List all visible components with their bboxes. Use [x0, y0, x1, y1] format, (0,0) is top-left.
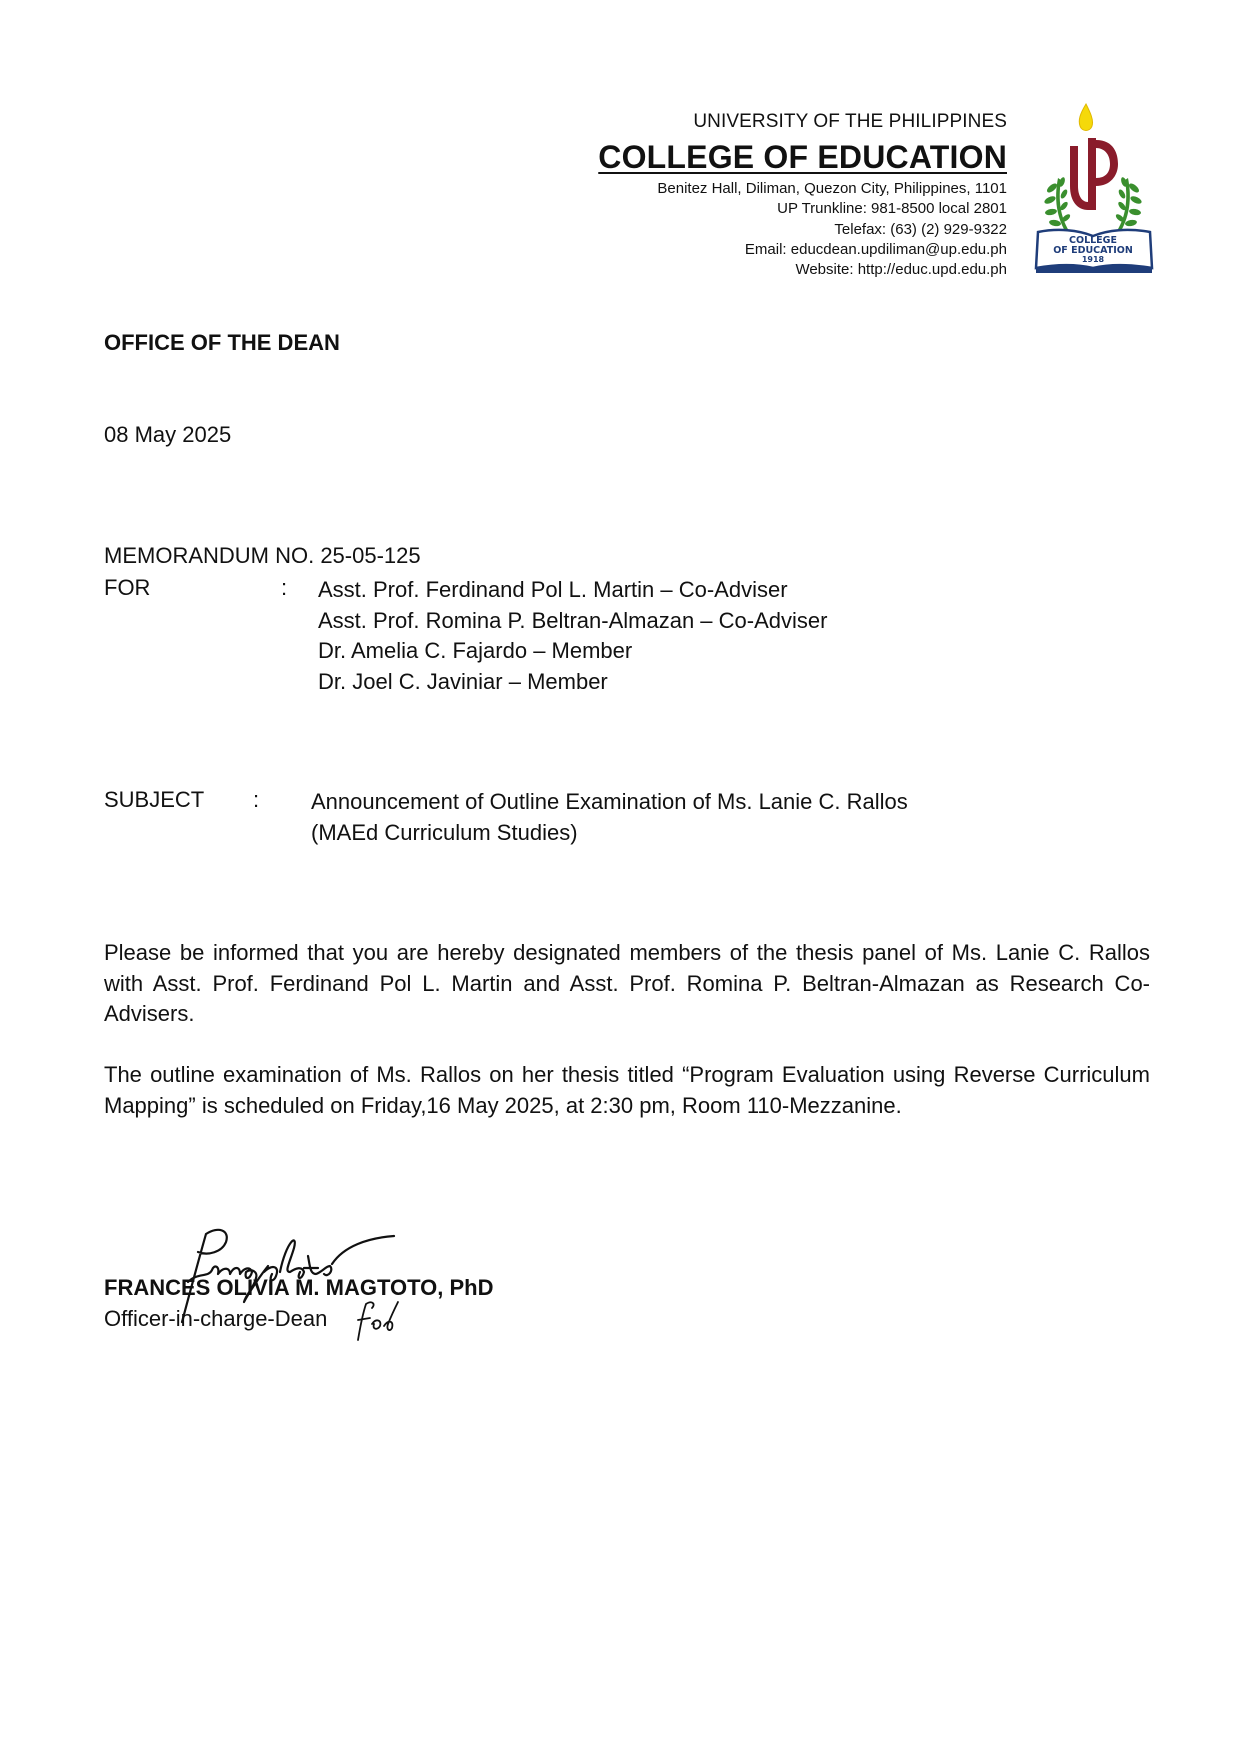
telefax-line: Telefax: (63) (2) 929-9322 [834, 220, 1007, 238]
university-name: UNIVERSITY OF THE PHILIPPINES [693, 111, 1007, 132]
subject-text [311, 787, 908, 848]
website-line: Website: http://educ.upd.edu.ph [795, 261, 1007, 279]
for-label: FOR [104, 575, 151, 600]
subject-label: SUBJECT [104, 787, 205, 812]
office-heading: OFFICE OF THE DEAN [104, 330, 340, 355]
recipient-item: Dr. Amelia C. Fajardo – Member [318, 638, 633, 663]
address-line: Benitez Hall, Diliman, Quezon City, Philippines, 1101 [657, 180, 1007, 197]
body-paragraph: The outline examination of Ms. Rallos on her thesis titled “Program Evaluation using Reverse Curriculum Mapping” is scheduled on Friday,16 May 2025, at 2:30 pm, Room 110-Mezzanine. [104, 1062, 1150, 1118]
letterhead-contact [657, 179, 1007, 280]
logo-year: 1918 [1081, 255, 1105, 264]
college-name: COLLEGE OF EDUCATION [598, 139, 1007, 175]
for-colon: : [281, 575, 288, 600]
logo-text-college: COLLEGE [1069, 235, 1117, 246]
subject-line: Announcement of Outline Examination of Ms. Lanie C. Rallos [311, 789, 908, 814]
signatory-name: FRANCES OLIVIA M. MAGTOTO, PhD [104, 1275, 494, 1300]
trunkline-line: UP Trunkline: 981-8500 local 2801 [777, 200, 1007, 218]
subject-line: (MAEd Curriculum Studies) [311, 819, 578, 845]
signatory-title: Officer-in-charge-Dean [104, 1306, 328, 1331]
email-line: Email: educdean.updiliman@up.edu.ph [744, 240, 1007, 258]
recipient-list [318, 575, 827, 697]
recipient-item: Asst. Prof. Romina P. Beltran-Almazan – Co-Adviser [318, 607, 828, 633]
memo-date: 08 May 2025 [104, 422, 232, 447]
recipient-item: Dr. Joel C. Javiniar – Member [318, 668, 608, 694]
handwritten-initials [352, 1298, 402, 1342]
logo-text-education: OF EDUCATION [1053, 245, 1133, 256]
memo-number: MEMORANDUM NO. 25-05-125 [104, 543, 421, 568]
college-logo [1028, 98, 1158, 276]
body-paragraph: Please be informed that you are hereby designated members of the thesis panel of Ms. Lanie C. Rallos with Asst. Prof. Ferdinand Pol L. Martin and Asst. Prof. Romina P. Beltran-Almazan as Research Co-Advisers. [104, 940, 1150, 1026]
subject-colon: : [253, 787, 260, 812]
recipient-item: Asst. Prof. Ferdinand Pol L. Martin – Co-Adviser [318, 577, 788, 602]
